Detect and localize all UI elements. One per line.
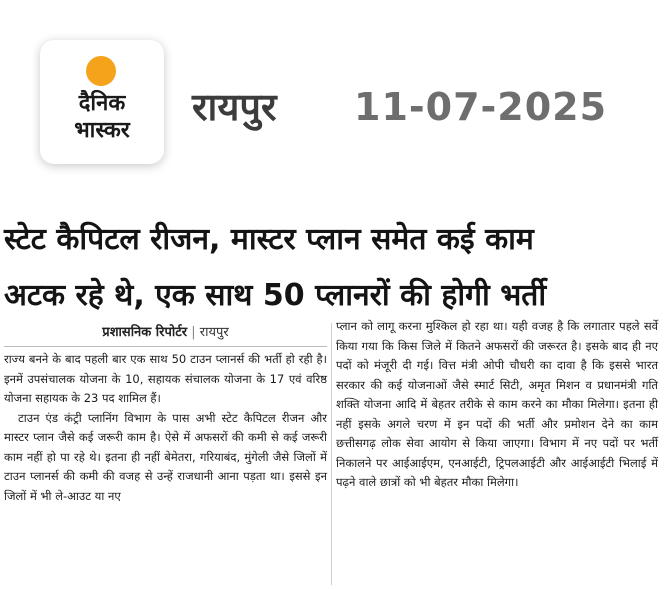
paragraph-1: राज्य बनने के बाद पहली बार एक साथ 50 टाउन प्लानर्स की भर्ती हो रही है। इनमें उपसंचालक योजना के 10, सहायक संचालक योजना के 17 एवं वरिष्ठ योजना सहायक के 23 पद शामिल हैं। bbox=[4, 352, 327, 405]
headline-line-1: स्टेट कैपिटल रीजन, मास्टर प्लान समेत कई काम bbox=[4, 222, 534, 257]
paragraph-3: प्लान को लागू करना मुश्किल हो रहा था। यही वजह है कि लगातार पहले सर्वे किया गया कि किस जिले में कितने अफसरों की जरूरत है। इसके बाद ही नए पदों को मंजूरी दी गई। वित्त मंत्री ओपी चौधरी का दावा है कि इससे भारत सरकार की कई योजनाओं जैसे स्मार्ट सिटी, अमृत मिशन व प्रधानमंत्री गति शक्ति योजना आदि में बेहतर तरीके से काम करने का मौका मिलेगा। इतना ही नहीं इसके अगले चरण में इन पदों की भर्ती और प्रमोशन देने का काम छत्तीसगढ़ लोक सेवा आयोग से किया जाएगा। विभाग में नए पदों पर भर्ती निकालने पर आईआईएम, एनआईटी, ट्रिपलआईटी और आईआईटी भिलाई में पढ़ने वाले छात्रों को भी बेहतर मौका मिलेगा। bbox=[336, 319, 658, 489]
sun-icon bbox=[86, 56, 116, 86]
byline-reporter: प्रशासनिक रिपोर्टर bbox=[102, 325, 188, 340]
byline-city: रायपुर bbox=[199, 325, 229, 340]
column-divider bbox=[331, 323, 332, 585]
byline-divider bbox=[4, 346, 327, 347]
article-byline bbox=[4, 323, 327, 343]
article-headline bbox=[4, 212, 664, 324]
article-column-right bbox=[336, 317, 658, 493]
edition-city: रायपुर bbox=[192, 85, 277, 129]
article-column-left bbox=[4, 350, 327, 506]
paragraph-2: टाउन एंड कंट्री प्लानिंग विभाग के पास अभी स्टेट कैपिटल रीजन और मास्टर प्लान जैसे कई जरूरी काम है। ऐसे में अफसरों की कमी से कई जरूरी काम नहीं हो पा रहे थे। इतना ही नहीं बेमेतरा, गरियाबंद, मुंगेली जैसे जिलों में टाउन प्लानर्स की कमी की वजह से उन्हें राजधानी आना पड़ता था। इससे इन जिलों में भी ले-आउट या नए bbox=[4, 410, 327, 503]
logo-text-dainik: दैनिक bbox=[78, 91, 126, 116]
logo-text-bhaskar: भास्कर bbox=[74, 118, 130, 143]
edition-date: 11-07-2025 bbox=[354, 85, 608, 129]
byline-separator: | bbox=[191, 325, 196, 340]
headline-line-2: अटक रहे थे, एक साथ 50 प्लानरों की होगी भर्ती bbox=[4, 278, 547, 313]
newspaper-header bbox=[0, 0, 665, 180]
